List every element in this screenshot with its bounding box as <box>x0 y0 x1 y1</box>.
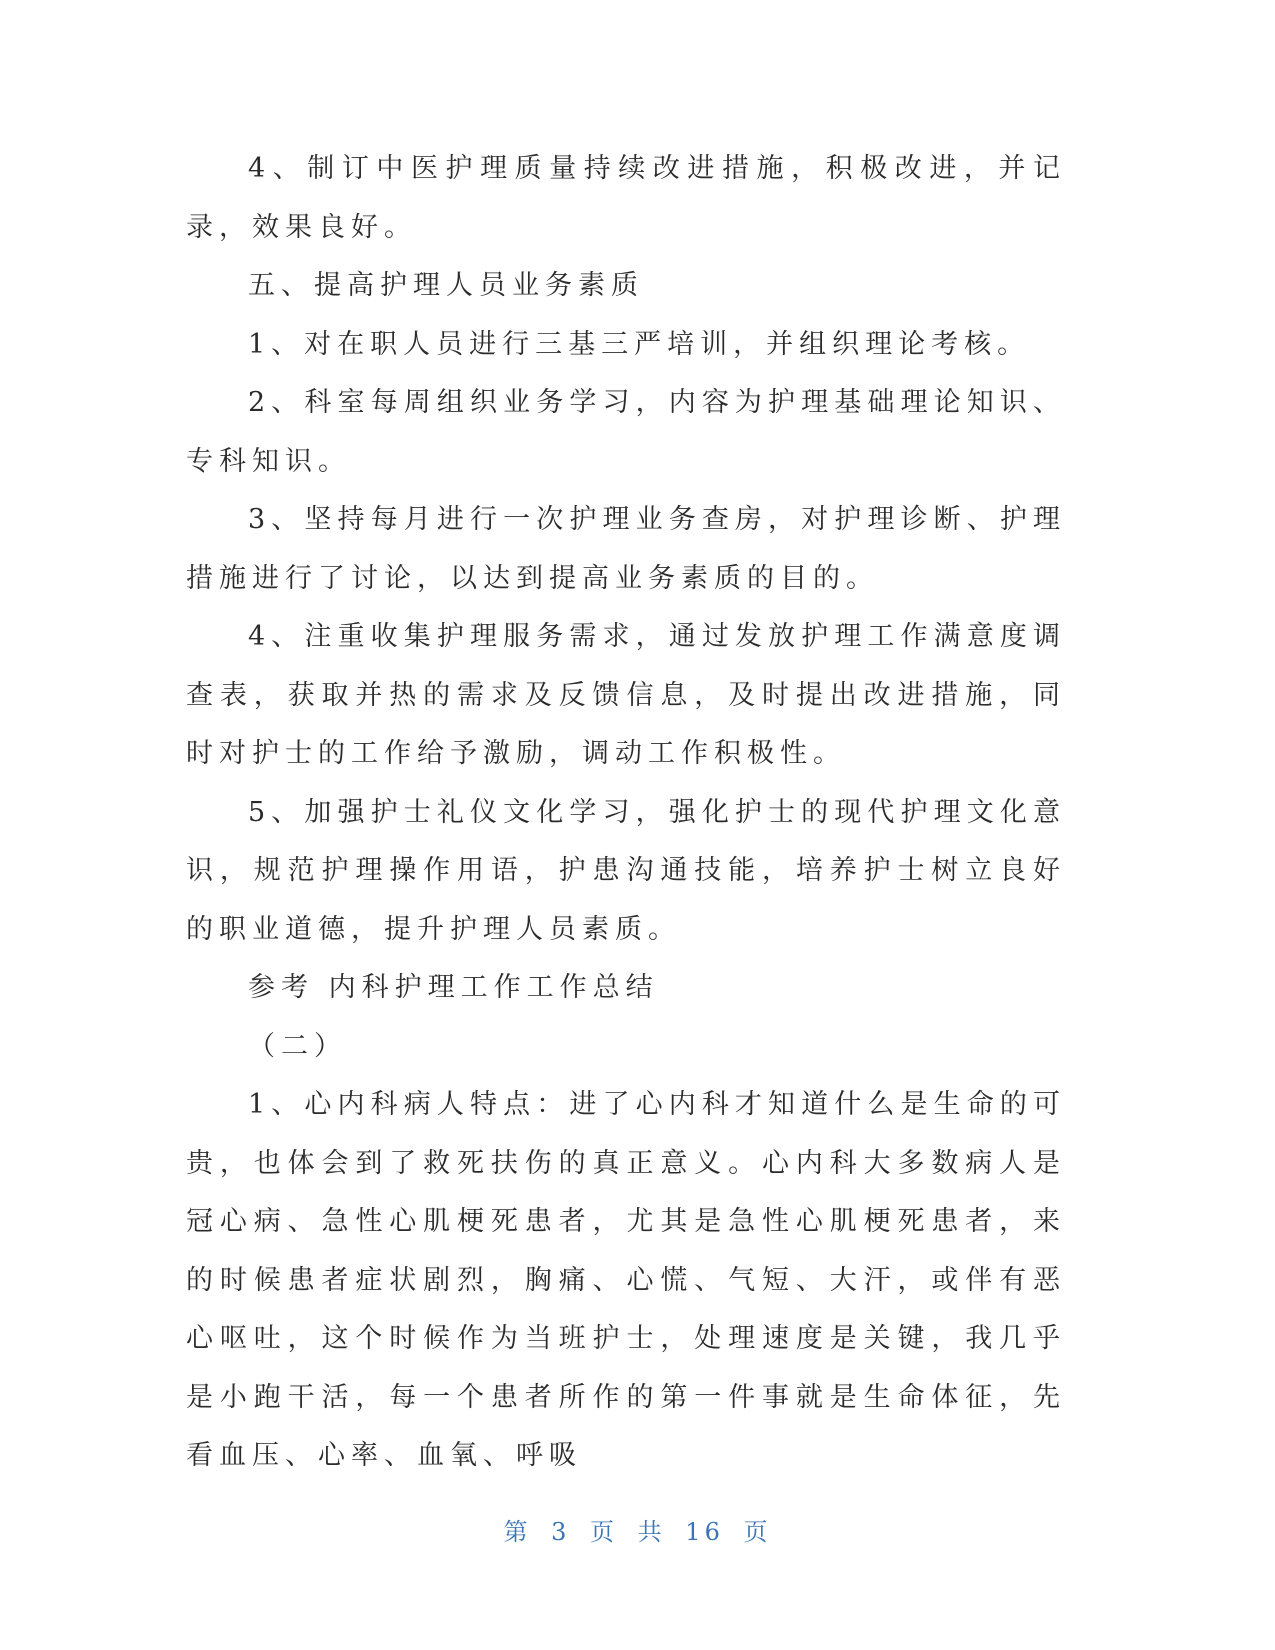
section-number: （二） <box>248 1030 347 1062</box>
paragraph-cardiology-patients: 1、心内科病人特点：进了心内科才知道什么是生命的可贵，也体会到了救死扶伤的真正意义。心内科大多数病人是冠心病、急性心肌梗死患者，尤其是急性心肌梗死患者，来的时候患者症状剧烈，胸痛、心慌、气短、大汗，或伴有恶心呕吐，这个时候作为当班护士，处理速度是关键，我几乎是小跑干活，每一个患者所作的第一件事就是生命体征，先看血压、心率、血氧、呼吸 <box>186 1089 1066 1471</box>
section-heading-staff-quality: 五、提高护理人员业务素质 <box>248 270 644 301</box>
paragraph-weekly-study: 2、科室每周组织业务学习，内容为护理基础理论知识、专科知识。 <box>186 387 1066 477</box>
paragraph-training: 1、对在职人员进行三基三严培训，并组织理论考核。 <box>248 328 1031 360</box>
document-body <box>186 140 1066 1486</box>
reference-title: 参考 内科护理工作工作总结 <box>248 972 659 1003</box>
paragraph-ward-rounds: 3、坚持每月进行一次护理业务查房，对护理诊断、护理措施进行了讨论，以达到提高业务素质的目的。 <box>186 504 1066 594</box>
page-number-footer: 第 3 页 共 16 页 <box>503 1518 772 1546</box>
paragraph-etiquette-culture: 5、加强护士礼仪文化学习，强化护士的现代护理文化意识，规范护理操作用语，护患沟通技能，培养护士树立良好的职业道德，提升护理人员素质。 <box>186 796 1066 945</box>
paragraph-quality-improvement: 4、制订中医护理质量持续改进措施，积极改进，并记录，效果良好。 <box>186 153 1066 243</box>
paragraph-service-needs: 4、注重收集护理服务需求，通过发放护理工作满意度调查表，获取并热的需求及反馈信息，及时提出改进措施，同时对护士的工作给予激励，调动工作积极性。 <box>186 621 1066 769</box>
